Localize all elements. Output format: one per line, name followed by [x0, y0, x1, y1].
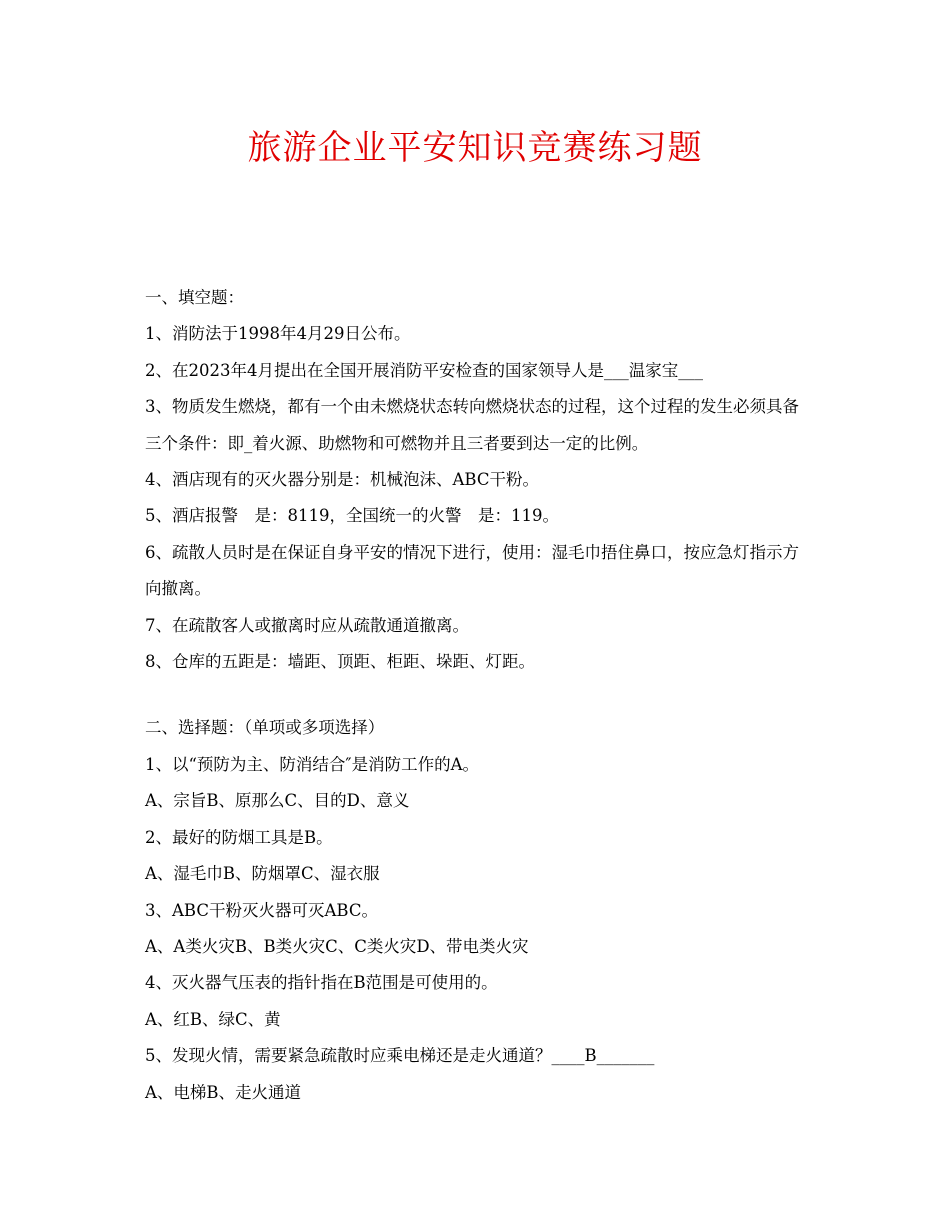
question-item: 6、疏散人员时是在保证自身平安的情况下进行，使用：湿毛巾捂住鼻口，按应急灯指示方向撤离。	[145, 542, 799, 599]
answer-options: A、电梯B、走火通道	[145, 1082, 302, 1102]
question-item: 5、酒店报警 是：8119，全国统一的火警 是：119。	[145, 506, 559, 526]
section-heading-multiple-choice: 二、选择题：（单项或多项选择）	[145, 718, 385, 738]
question-item: 5、发现火情，需要紧急疏散时应乘电梯还是走火通道？____B_______	[145, 1046, 655, 1066]
document-title: 旅游企业平安知识竞赛练习题	[247, 128, 703, 168]
answer-options: A、宗旨B、原那么C、目的D、意义	[145, 791, 410, 811]
document-body	[145, 280, 815, 1111]
question-item: 7、在疏散客人或撤离时应从疏散通道撤离。	[145, 615, 469, 635]
question-item: 8、仓库的五距是：墙距、顶距、柜距、垛距、灯距。	[145, 652, 535, 672]
section-heading-fill-in: 一、填空题：	[145, 288, 244, 307]
question-item: 3、物质发生燃烧，都有一个由未燃烧状态转向燃烧状态的过程，这个过程的发生必须具备三个条件：即_着火源、助燃物和可燃物并且三者要到达一定的比例。	[145, 397, 799, 453]
question-item: 2、在2023年4月提出在全国开展消防平安检查的国家领导人是___温家宝___	[145, 360, 703, 380]
question-item: 4、酒店现有的灭火器分别是：机械泡沫、ABC干粉。	[145, 470, 539, 490]
question-item: 3、ABC干粉灭火器可灭ABC。	[145, 900, 378, 920]
question-item: 1、以“预防为主、防消结合″是消防工作的A。	[145, 754, 480, 774]
question-item: 4、灭火器气压表的指针指在B范围是可使用的。	[145, 973, 498, 993]
question-item: 1、消防法于1998年4月29日公布。	[145, 324, 411, 344]
answer-options: A、红B、绿C、黄	[145, 1009, 281, 1029]
answer-options: A、A类火灾B、B类火灾C、C类火灾D、带电类火灾	[145, 936, 529, 956]
answer-options: A、湿毛巾B、防烟罩C、湿衣服	[145, 864, 380, 884]
question-item: 2、最好的防烟工具是B。	[145, 827, 333, 847]
section-spacer	[145, 680, 815, 710]
